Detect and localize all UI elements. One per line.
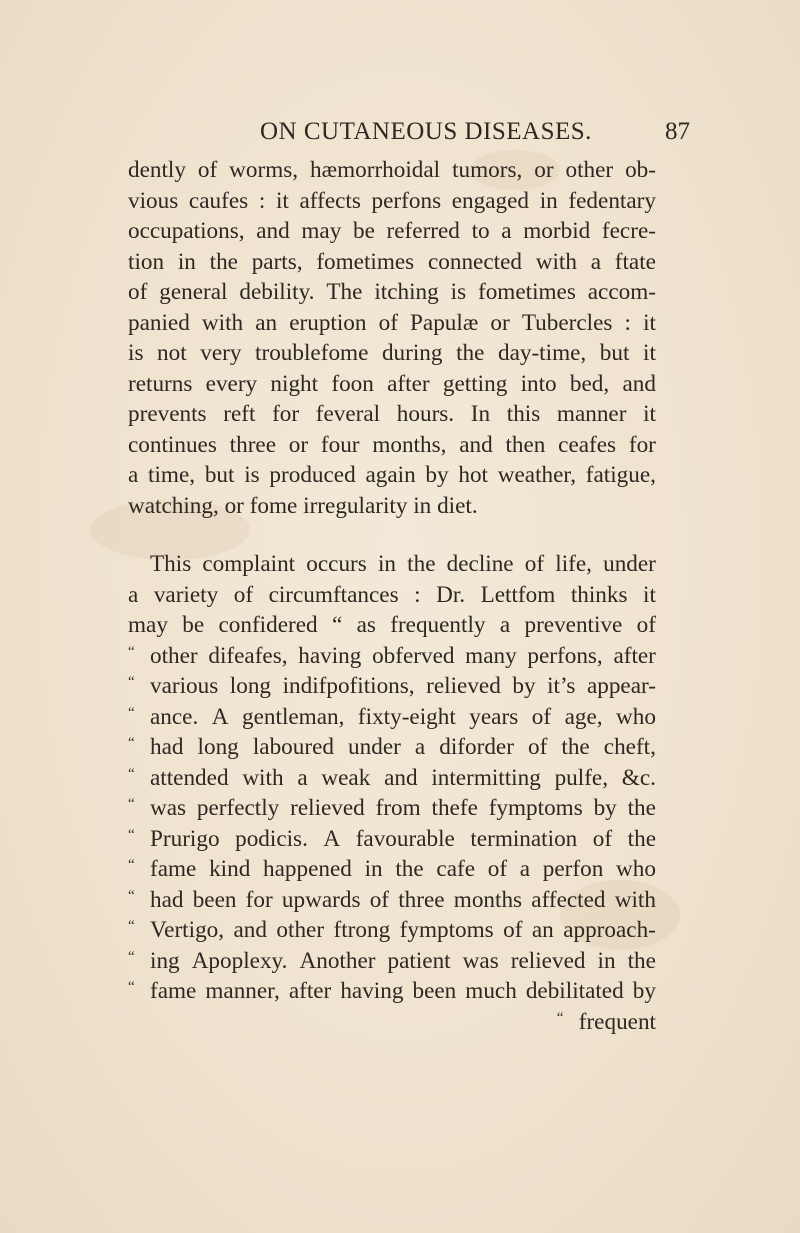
word: :: [414, 581, 421, 608]
word: but: [204, 462, 235, 488]
word: :: [258, 187, 266, 214]
quoted-line: [128, 671, 656, 702]
word: the: [627, 947, 656, 974]
word: was: [462, 947, 499, 974]
word: day-time,: [497, 340, 587, 366]
text-line: [128, 155, 656, 186]
word: foon: [331, 370, 374, 397]
word: In: [470, 401, 491, 427]
word: it’s: [547, 673, 576, 699]
word: been: [412, 978, 457, 1004]
word: Papulæ: [410, 309, 479, 336]
word: difeafes,: [208, 642, 288, 669]
word: and: [622, 370, 656, 397]
word: with: [242, 764, 284, 791]
word: the: [627, 795, 656, 821]
word: is: [244, 462, 260, 488]
word: a: [414, 734, 426, 760]
word: manner: [556, 401, 627, 427]
word: fymptoms: [399, 917, 494, 943]
word: laboured: [252, 734, 334, 760]
word: occupations,: [128, 218, 245, 244]
word: to: [471, 218, 490, 244]
word: or: [288, 431, 309, 458]
word: or: [534, 157, 554, 183]
word: appear-: [586, 673, 656, 699]
word: not: [157, 340, 187, 366]
quoted-text: [150, 946, 656, 977]
word: age,: [564, 703, 603, 730]
word: &c.: [621, 764, 656, 791]
word: in: [539, 187, 558, 214]
word: referred: [386, 218, 460, 244]
word: panied: [128, 309, 190, 336]
word: it: [643, 401, 656, 427]
word: fymptoms: [488, 795, 583, 821]
word: manner,: [205, 978, 280, 1004]
word: is: [450, 279, 467, 305]
word: dently: [128, 157, 186, 183]
word: then: [505, 431, 546, 458]
word: into: [520, 370, 557, 397]
word: a: [297, 764, 308, 791]
word: Lettfom: [480, 581, 556, 608]
word: a: [519, 856, 531, 882]
text-line: [128, 580, 656, 611]
word: the: [561, 734, 590, 760]
word: fecre-: [601, 218, 656, 244]
word: of: [531, 703, 552, 730]
quoted-text: [150, 671, 656, 702]
word: been: [192, 886, 237, 913]
text-line: [128, 247, 656, 278]
word: fedentary: [568, 187, 656, 214]
word: various: [150, 673, 219, 699]
word: decline: [446, 551, 514, 577]
word: ftate: [614, 248, 656, 275]
word: three: [229, 431, 276, 458]
word: perfon: [542, 856, 604, 882]
word: years: [469, 703, 519, 730]
word: thefe: [431, 795, 478, 821]
word: parts,: [251, 248, 303, 275]
word: under: [348, 734, 401, 760]
word: perfons,: [527, 642, 603, 669]
word: tion: [128, 248, 165, 275]
word: preventive: [524, 612, 623, 638]
word: getting: [442, 370, 508, 397]
word: eruption: [289, 309, 367, 336]
quoted-text: [150, 763, 656, 794]
word: a: [128, 581, 139, 608]
word: for: [628, 431, 656, 458]
word: in: [177, 248, 196, 275]
quoted-text: [150, 915, 656, 946]
word: itching: [374, 279, 439, 305]
word: long: [229, 673, 272, 699]
word: a: [501, 218, 512, 244]
quoted-line: [128, 641, 656, 672]
catchword-text: frequent: [578, 1008, 656, 1035]
word: ance.: [150, 703, 199, 730]
quoted-text: [150, 702, 656, 733]
word: feveral: [315, 401, 381, 427]
word: having: [340, 978, 404, 1004]
text-line: [128, 460, 656, 491]
quote-mark: “: [128, 979, 135, 995]
quote-mark: “: [556, 1009, 564, 1026]
word: debilitated: [525, 978, 624, 1004]
quoted-line: [128, 946, 656, 977]
word: A: [211, 703, 229, 730]
word: bed,: [569, 370, 610, 397]
word: during: [381, 340, 443, 366]
word: of: [369, 886, 390, 913]
quoted-line: [128, 976, 656, 1007]
word: termination: [470, 825, 578, 852]
page-number: 87: [665, 118, 690, 145]
word: A: [323, 825, 341, 852]
quoted-line: [128, 915, 656, 946]
word: upwards: [281, 886, 361, 913]
word: it: [643, 309, 656, 336]
word: perfons: [371, 187, 442, 214]
word: pulfe,: [554, 764, 609, 791]
word: fame: [150, 978, 197, 1004]
word: Apoplexy.: [191, 947, 288, 974]
text-line: [128, 610, 656, 641]
word: variety: [153, 581, 219, 608]
quoted-text: [150, 732, 656, 763]
word: worms,: [229, 157, 299, 183]
quote-mark: “: [128, 948, 135, 965]
quoted-line: [128, 763, 656, 794]
word: affected: [531, 886, 606, 913]
word: it: [275, 187, 289, 214]
word: affects: [299, 187, 361, 214]
word: by: [512, 673, 536, 699]
word: for: [272, 401, 300, 427]
word: months: [453, 886, 523, 913]
word: fame: [150, 856, 197, 882]
word: vious: [128, 187, 179, 214]
word: fometimes: [316, 248, 415, 275]
word: four: [320, 431, 360, 458]
quoted-text: [150, 793, 656, 824]
word: of: [636, 612, 656, 638]
quote-mark: “: [128, 796, 135, 812]
word: this: [506, 401, 541, 427]
word: by: [632, 978, 656, 1004]
quoted-text: [150, 976, 656, 1007]
word: prevents: [128, 401, 207, 427]
word: caufes: [188, 187, 249, 214]
word: weather,: [497, 462, 576, 488]
word: of: [378, 309, 398, 336]
word: Another: [299, 947, 376, 974]
word: other: [565, 157, 614, 183]
word: accom-: [587, 279, 656, 305]
word: fatigue,: [585, 462, 656, 488]
word: it: [643, 340, 656, 366]
word: intermitting: [431, 764, 541, 791]
word: general: [159, 279, 228, 305]
word: hot: [458, 462, 488, 488]
word: attended: [150, 764, 229, 791]
word: produced: [269, 462, 356, 488]
word: Tubercles: [521, 309, 613, 336]
word: it: [643, 581, 656, 608]
page-header: [260, 118, 690, 152]
word: gentleman,: [242, 703, 345, 730]
word: occurs: [306, 551, 367, 577]
word: from: [375, 795, 421, 821]
word: may: [128, 612, 168, 638]
word: an: [255, 309, 278, 336]
word: and: [256, 218, 290, 244]
word: reft: [223, 401, 256, 427]
word: be: [352, 218, 375, 244]
quote-mark: “: [128, 826, 135, 843]
quote-mark: “: [128, 887, 135, 904]
word: Prurigo: [150, 825, 220, 852]
word: debility.: [239, 279, 315, 305]
word: obferved: [372, 642, 455, 669]
quoted-line: [128, 702, 656, 733]
word: indifpofitions,: [282, 673, 415, 699]
word: of: [487, 856, 508, 882]
quoted-text: [150, 885, 656, 916]
word: relieved: [426, 673, 501, 699]
word: after: [387, 370, 430, 397]
word: patient: [387, 947, 451, 974]
word: continues: [128, 431, 217, 458]
quote-mark: “: [128, 643, 135, 660]
word: complaint: [202, 551, 296, 577]
word: kind: [209, 856, 251, 882]
word: returns: [128, 370, 193, 397]
quote-mark: “: [128, 674, 135, 690]
word: of: [197, 157, 218, 183]
word: and: [384, 764, 418, 791]
word: confidered: [218, 612, 318, 638]
word: hæmorrhoidal: [310, 157, 441, 183]
word: in: [364, 856, 383, 882]
word: ob-: [625, 157, 656, 183]
text-line: [128, 308, 656, 339]
word: night: [270, 370, 319, 397]
word: a: [590, 248, 601, 275]
quoted-line: [128, 732, 656, 763]
word: the: [456, 340, 485, 366]
word: happened: [263, 856, 352, 882]
text-line: [128, 216, 656, 247]
word: weak: [321, 764, 371, 791]
word: time,: [148, 462, 196, 488]
word: other: [276, 917, 325, 943]
word: again: [365, 462, 416, 488]
word: fixty-eight: [357, 703, 456, 730]
word: be: [182, 612, 205, 638]
word: The: [326, 279, 363, 305]
word: with: [201, 309, 244, 336]
quoted-line: [128, 793, 656, 824]
word: under: [603, 551, 656, 577]
word: cafe: [436, 856, 476, 882]
quote-mark: “: [128, 765, 135, 782]
word: an: [531, 917, 554, 943]
word: This: [150, 551, 192, 577]
word: the: [395, 856, 424, 882]
word: hours.: [396, 401, 455, 427]
word: frequently: [390, 612, 486, 638]
word: troublefome: [255, 340, 369, 366]
word: with: [614, 886, 656, 913]
text-line: [128, 338, 656, 369]
word: approach-: [563, 917, 656, 943]
paragraph: [128, 155, 656, 521]
word: by: [593, 795, 617, 821]
word: circumftances: [268, 581, 399, 608]
word: relieved: [290, 795, 365, 821]
word: long: [197, 734, 239, 760]
word: who: [616, 703, 656, 730]
paragraph: [128, 549, 656, 1037]
quoted-text: [150, 641, 656, 672]
word: ceafes: [558, 431, 617, 458]
word: had: [150, 886, 184, 913]
word: ftrong: [333, 917, 391, 943]
word: every: [205, 370, 258, 397]
word: Vertigo,: [150, 917, 225, 943]
word: for: [245, 886, 273, 913]
word: the: [407, 551, 436, 577]
word: other: [150, 642, 198, 669]
text-line: watching, or fome irregularity in diet.: [128, 492, 478, 519]
word: by: [425, 462, 449, 488]
word: as: [356, 612, 376, 638]
word: favourable: [355, 825, 455, 852]
word: in: [377, 551, 397, 577]
word: months,: [372, 431, 447, 458]
word: many: [465, 642, 517, 669]
word: thinks: [570, 581, 628, 608]
word: life,: [555, 551, 592, 577]
word: and: [459, 431, 493, 458]
quoted-line: [128, 824, 656, 855]
quoted-line: [128, 854, 656, 885]
word: after: [613, 642, 656, 669]
body-text: [128, 155, 656, 1037]
word: “: [331, 612, 343, 638]
word: fometimes: [477, 279, 576, 305]
catchword: [128, 1007, 656, 1038]
word: after: [288, 978, 332, 1004]
quoted-text: [150, 854, 656, 885]
word: three: [398, 886, 445, 913]
word: of: [503, 917, 523, 943]
word: with: [535, 248, 577, 275]
word: of: [592, 825, 613, 852]
quoted-text: [150, 824, 656, 855]
word: or: [490, 309, 510, 336]
quote-mark: “: [128, 857, 135, 873]
word: was: [150, 795, 187, 821]
word: diforder: [439, 734, 514, 760]
word: much: [465, 978, 517, 1004]
word: had: [150, 734, 184, 760]
word: may: [301, 218, 342, 244]
running-title: ON CUTANEOUS DISEASES.: [260, 118, 592, 145]
word: the: [209, 248, 238, 275]
quoted-line: [128, 885, 656, 916]
text-line: [128, 277, 656, 308]
word: ing: [150, 947, 180, 974]
text-line: [128, 369, 656, 400]
text-line: [128, 399, 656, 430]
text-line: [128, 430, 656, 461]
word: cheft,: [603, 734, 656, 760]
word: of: [233, 581, 254, 608]
word: who: [616, 856, 656, 882]
quote-mark: “: [128, 735, 135, 751]
word: and: [233, 917, 267, 943]
word: relieved: [510, 947, 586, 974]
word: of: [524, 551, 545, 577]
quote-mark: “: [128, 918, 135, 934]
word: podicis.: [235, 825, 308, 852]
word: perfectly: [196, 795, 280, 821]
word: :: [624, 309, 631, 336]
quote-mark: “: [128, 704, 135, 721]
word: but: [599, 340, 630, 366]
word: a: [499, 612, 511, 638]
word: is: [128, 340, 144, 366]
text-line: [128, 186, 656, 217]
word: Dr.: [436, 581, 466, 608]
word: of: [128, 279, 148, 305]
word: a: [128, 462, 139, 488]
word: morbid: [523, 218, 591, 244]
text-line: [128, 549, 656, 580]
word: of: [528, 734, 548, 760]
word: tumors,: [452, 157, 523, 183]
word: connected: [427, 248, 522, 275]
word: in: [597, 947, 616, 974]
word: the: [627, 825, 656, 852]
word: having: [298, 642, 362, 669]
word: engaged: [451, 187, 530, 214]
word: very: [200, 340, 242, 366]
